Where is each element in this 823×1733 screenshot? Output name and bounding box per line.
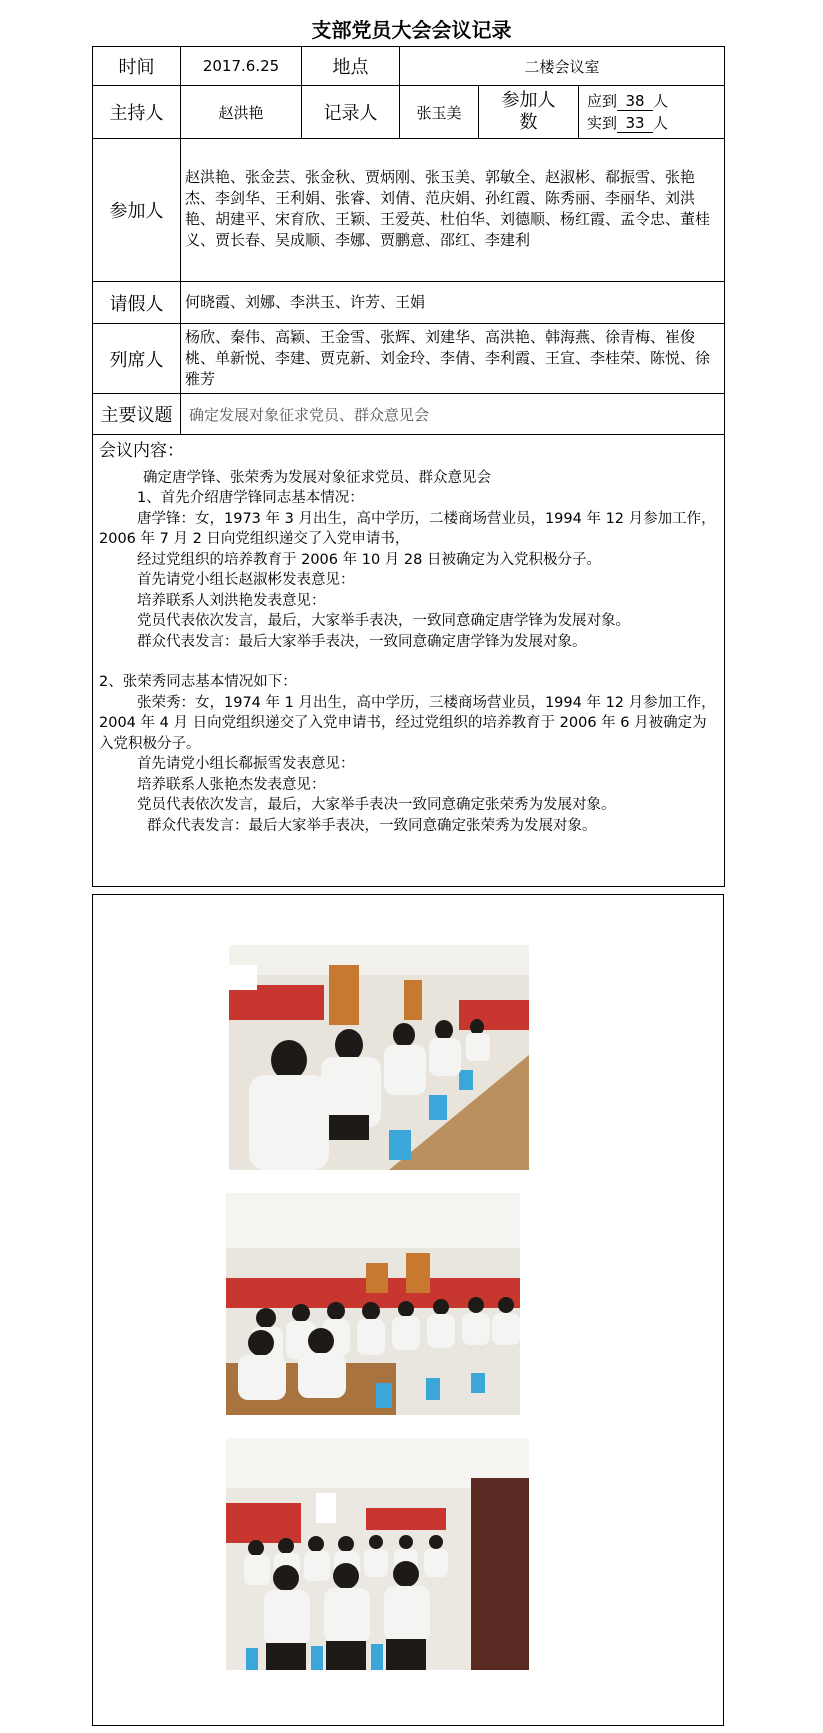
content-paragraph: 党员代表依次发言，最后，大家举手表决，一致同意确定唐学锋为发展对象。 [137, 613, 630, 629]
attendees-list: 赵洪艳、张金芸、张金秋、贾炳刚、张玉美、郭敏全、赵淑彬、郗振雪、张艳杰、李剑华、王利娟、张睿、刘倩、范庆娟、孙红霞、陈秀丽、李丽华、刘洪艳、胡建平、宋育欣、王颖、王爱英、杜伯华、刘德顺、杨红霞、孟令忠、董桂义、贾长春、吴成顺、李娜、贾鹏意、邵红、李建利 [181, 139, 725, 282]
content-paragraph: 培养联系人刘洪艳发表意见： [137, 592, 326, 609]
content-paragraph: 首先请党小组长赵淑彬发表意见： [137, 572, 355, 588]
place-label: 地点 [302, 47, 400, 86]
actual-count [587, 112, 724, 134]
attend-count-cell [579, 86, 725, 139]
meeting-photo [229, 945, 529, 1170]
content-paragraph: 党员代表依次发言，最后，大家举手表决一致同意确定张荣秀为发展对象。 [137, 797, 616, 813]
content-paragraph: 张荣秀：女，1974 年 1 月出生，高中学历，三楼商场营业员，1994 年 12 月参加工作，2004 年 4 月 日向党组织递交了入党申请书，经过党组织的培养教育于 2006 年 6 月被确定为入党积极分子。 [99, 694, 716, 752]
page-title: 支部党员大会会议记录 [311, 18, 512, 42]
attend-count-label: 参加人数 [479, 86, 579, 139]
photo-panel [92, 894, 724, 1726]
content-paragraph: 首先请党小组长郗振雪发表意见： [137, 756, 355, 772]
meeting-record-table [92, 46, 725, 887]
leave-list: 何晓霞、刘娜、李洪玉、许芳、王娟 [181, 282, 725, 324]
content-paragraph: 群众代表发言：最后大家举手表决，一致同意确定唐学锋为发展对象。 [137, 633, 587, 650]
time-value: 2017.6.25 [181, 47, 302, 86]
host-value: 赵洪艳 [181, 86, 302, 139]
due-count [587, 90, 724, 112]
actual-value: 33 [617, 114, 653, 133]
content-paragraph: 经过党组织的培养教育于 2006 年 10 月 28 日被确定为入党积极分子。 [137, 551, 601, 568]
place-value: 二楼会议室 [400, 47, 725, 86]
host-label: 主持人 [93, 86, 181, 139]
due-label: 应到 [587, 92, 618, 110]
content-paragraph: 2、张荣秀同志基本情况如下： [99, 674, 297, 690]
observers-list: 杨欣、秦伟、高颖、王金雪、张辉、刘建华、高洪艳、韩海燕、徐青梅、崔俊桃、单新悦、李建、贾克新、刘金玲、李倩、李利霞、王宣、李桂荣、陈悦、徐雅芳 [181, 324, 725, 394]
due-value: 38 [617, 92, 653, 111]
recorder-value: 张玉美 [400, 86, 479, 139]
content-paragraph: 群众代表发言：最后大家举手表决，一致同意确定张荣秀为发展对象。 [147, 817, 597, 834]
meeting-content [93, 435, 725, 887]
actual-label: 实到 [587, 114, 618, 132]
content-paragraph: 培养联系人张艳杰发表意见： [137, 776, 326, 793]
leave-label: 请假人 [93, 282, 181, 324]
meeting-photo [226, 1193, 520, 1415]
topic-label: 主要议题 [93, 394, 181, 435]
recorder-label: 记录人 [302, 86, 400, 139]
due-unit: 人 [653, 92, 669, 110]
time-label: 时间 [93, 47, 181, 86]
observers-label: 列席人 [93, 324, 181, 394]
actual-unit: 人 [653, 114, 669, 132]
content-paragraph: 1、首先介绍唐学锋同志基本情况： [137, 490, 364, 506]
meeting-photo [226, 1438, 529, 1670]
content-paragraph: 唐学锋：女，1973 年 3 月出生，高中学历，二楼商场营业员，1994 年 12 月参加工作，2006 年 7 月 2 日向党组织递交了入党申请书， [99, 510, 716, 547]
content-heading: 会议内容： [99, 441, 184, 461]
attendees-label: 参加人 [93, 139, 181, 282]
topic-value: 确定发展对象征求党员、群众意见会 [181, 394, 725, 435]
content-paragraph: 确定唐学锋、张荣秀为发展对象征求党员、群众意见会 [143, 469, 491, 486]
